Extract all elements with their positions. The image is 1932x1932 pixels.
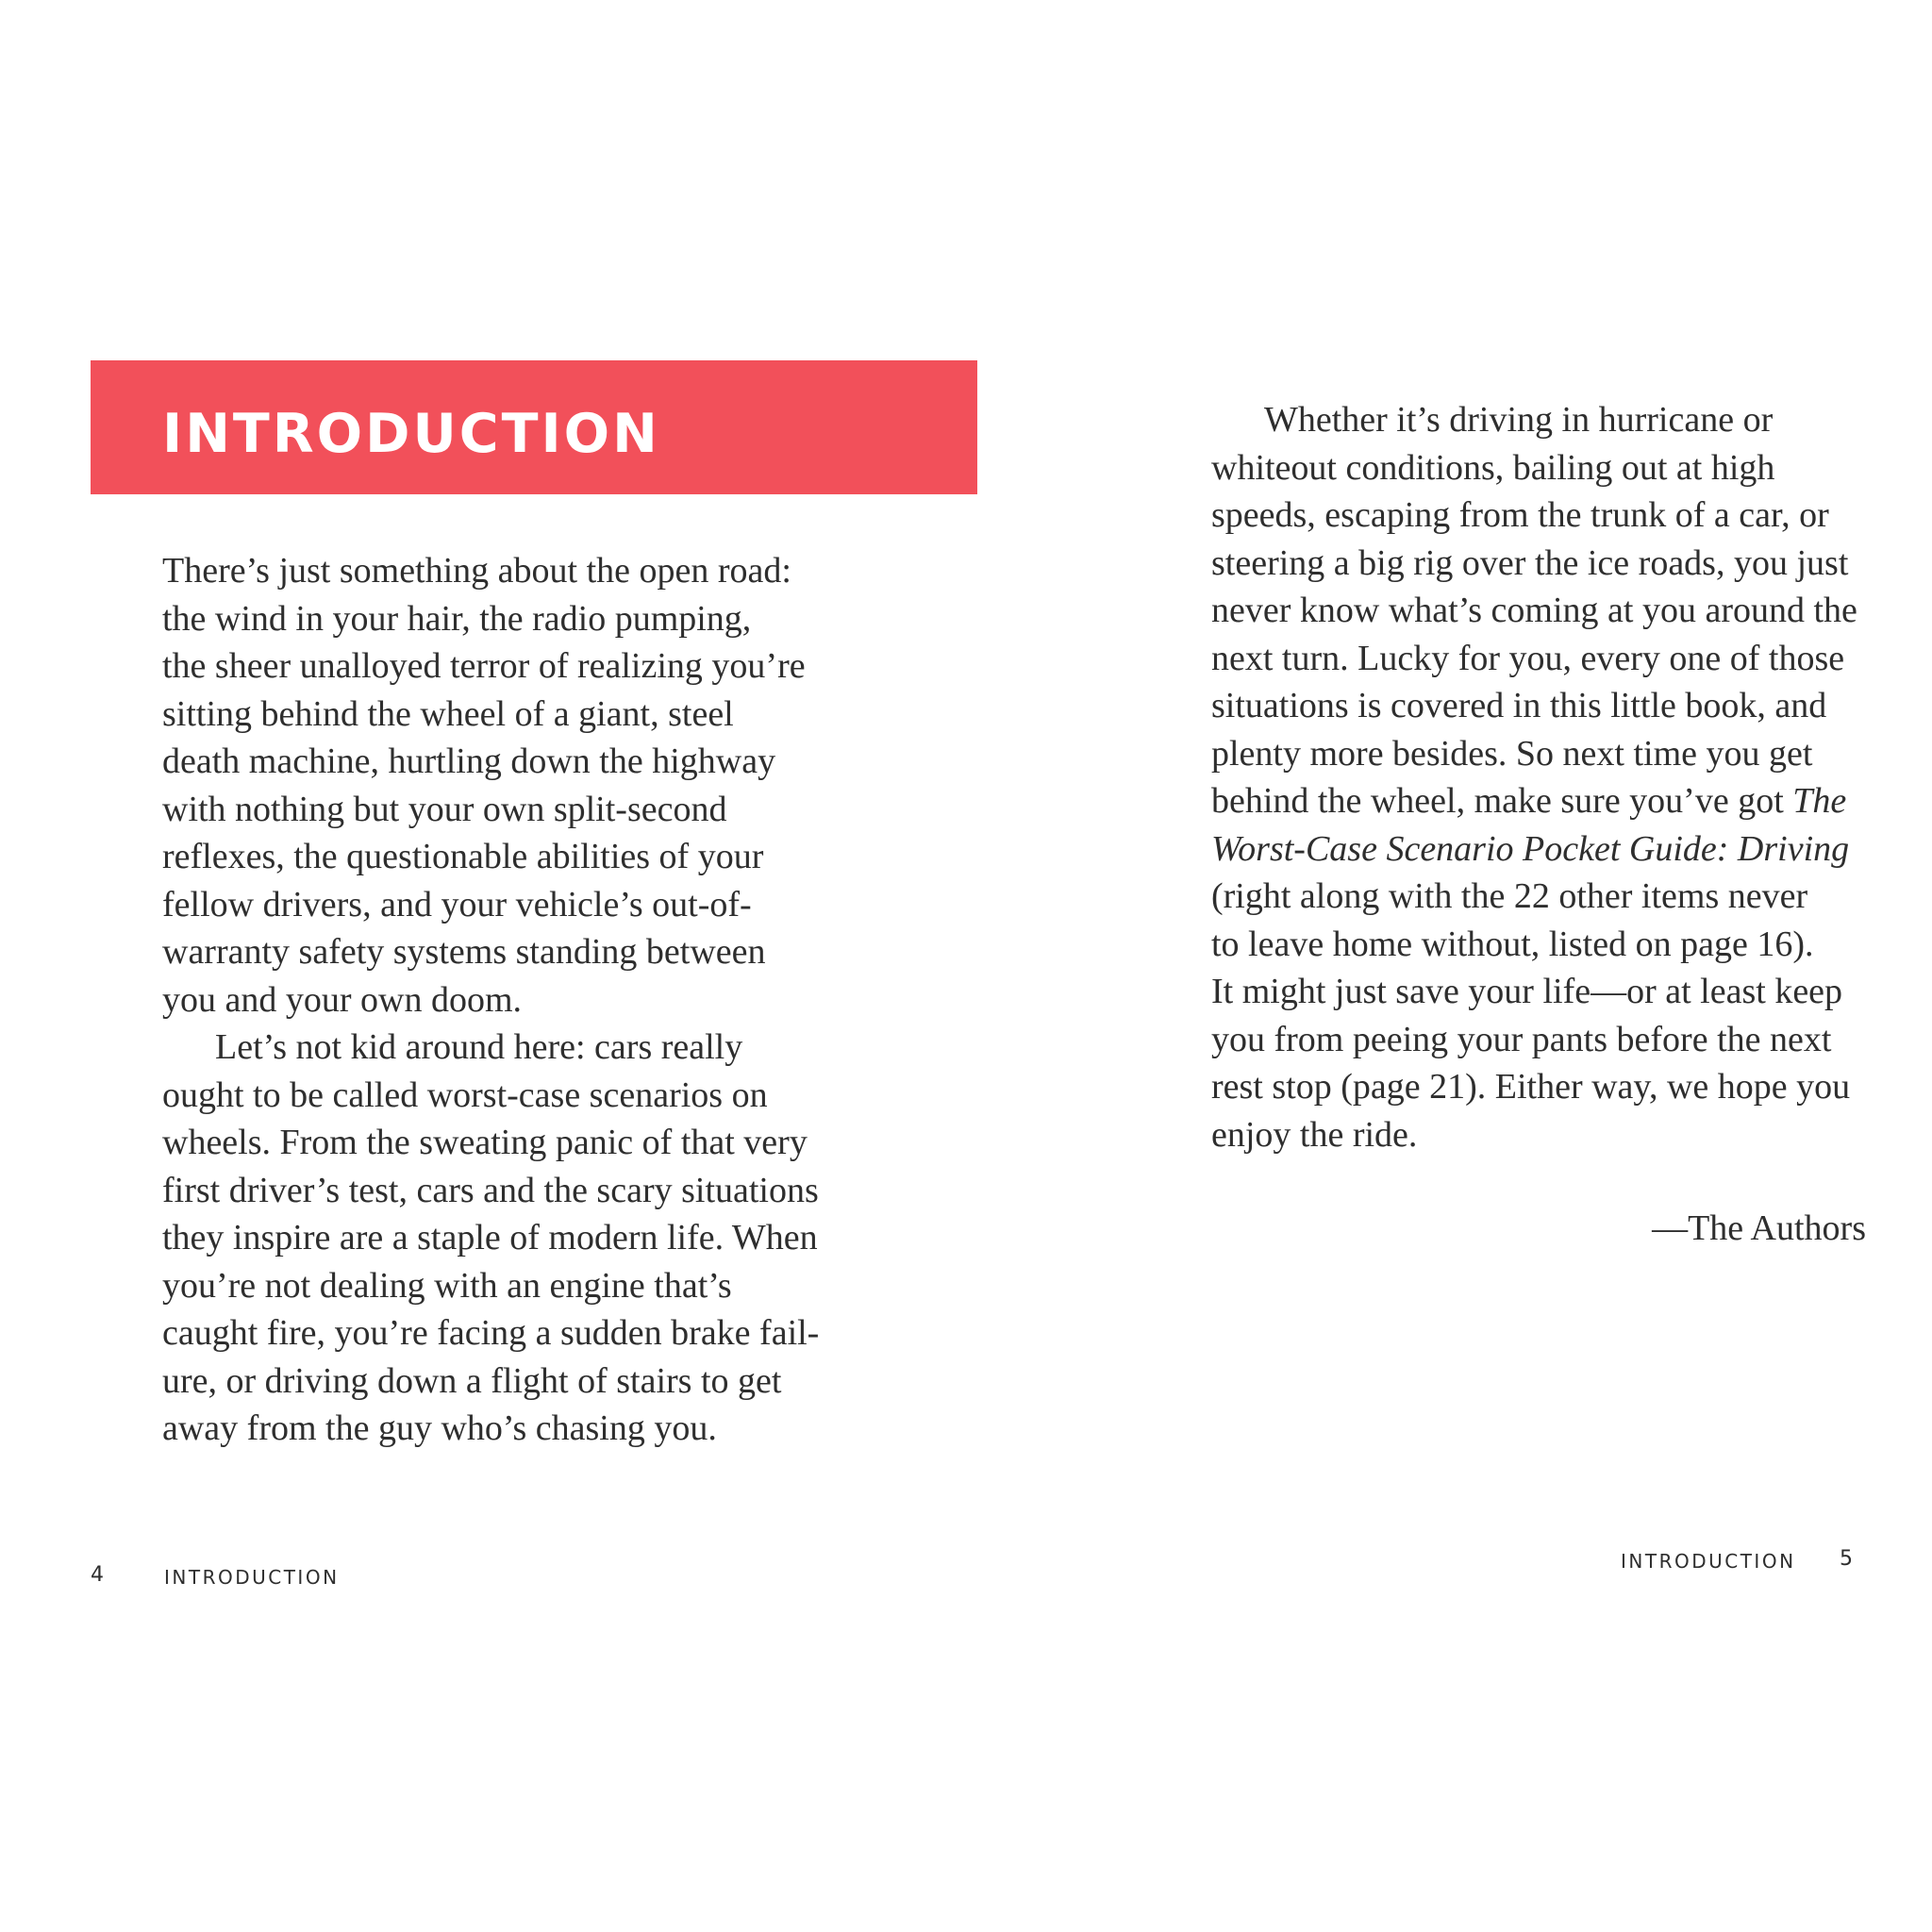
- text-line: warranty safety systems standing between: [162, 932, 766, 972]
- right-running-head: INTRODUCTION: [1621, 1550, 1796, 1573]
- text-line: the sheer unalloyed terror of realizing you’re: [162, 646, 806, 686]
- text-line: next turn. Lucky for you, every one of those: [1211, 638, 1845, 678]
- text-line: you’re not dealing with an engine that’s: [162, 1265, 732, 1306]
- text-line: with nothing but your own split-second: [162, 789, 727, 829]
- text-line: fellow drivers, and your vehicle’s out-of-: [162, 884, 752, 924]
- text-line: the wind in your hair, the radio pumping,: [162, 598, 752, 639]
- text-line: first driver’s test, cars and the scary situations: [162, 1170, 819, 1210]
- text-fragment: behind the wheel, make sure you’ve got: [1211, 781, 1793, 821]
- left-running-head: INTRODUCTION: [164, 1566, 340, 1589]
- text-line: It might just save your life—or at least keep: [1211, 972, 1843, 1011]
- paragraph-3: [1211, 396, 1890, 1158]
- text-line: rest stop (page 21). Either way, we hope you: [1211, 1067, 1851, 1107]
- text-line: caught fire, you’re facing a sudden brake fail-: [162, 1313, 820, 1353]
- left-page-number: 4: [91, 1563, 104, 1587]
- text-line: Whether it’s driving in hurricane or: [1264, 400, 1774, 440]
- text-line: ure, or driving down a flight of stairs to get: [162, 1360, 782, 1401]
- author-signature: —The Authors: [1652, 1208, 1866, 1248]
- text-line: enjoy the ride.: [1211, 1114, 1418, 1155]
- text-line: speeds, escaping from the trunk of a car, or: [1211, 495, 1829, 535]
- text-line: whiteout conditions, bailing out at high: [1211, 447, 1775, 488]
- text-line: There’s just something about the open road:: [162, 551, 791, 591]
- text-line: ought to be called worst-case scenarios on: [162, 1074, 768, 1115]
- text-line: never know what’s coming at you around the: [1211, 591, 1857, 630]
- book-title-fragment: The: [1792, 781, 1847, 821]
- text-line: sitting behind the wheel of a giant, steel: [162, 693, 734, 734]
- paragraph-1: [162, 547, 841, 1024]
- text-line: wheels. From the sweating panic of that very: [162, 1123, 808, 1162]
- text-line: (right along with the 22 other items never: [1211, 876, 1808, 916]
- left-page-body: [162, 547, 841, 1453]
- text-line: steering a big rig over the ice roads, you just: [1211, 542, 1849, 583]
- chapter-banner: [91, 360, 977, 494]
- text-line: situations is covered in this little book, and: [1211, 686, 1827, 725]
- text-line: plenty more besides. So next time you get: [1211, 733, 1813, 774]
- chapter-title: INTRODUCTION: [162, 403, 660, 465]
- text-line: to leave home without, listed on page 16).: [1211, 924, 1814, 964]
- text-line: Let’s not kid around here: cars really: [215, 1027, 743, 1067]
- text-line: reflexes, the questionable abilities of your: [162, 837, 764, 876]
- book-title-fragment: Worst-Case Scenario Pocket Guide: Driving: [1211, 828, 1850, 869]
- text-line: you from peeing your pants before the next: [1211, 1019, 1832, 1059]
- text-line: death machine, hurtling down the highway: [162, 741, 776, 781]
- text-line: [1211, 777, 1890, 825]
- right-page-body: [1211, 396, 1890, 1158]
- paragraph-2: [162, 1024, 841, 1453]
- text-line: away from the guy who’s chasing you.: [162, 1408, 717, 1448]
- text-line: they inspire are a staple of modern life. When: [162, 1218, 818, 1257]
- text-line: you and your own doom.: [162, 979, 523, 1020]
- right-page-number: 5: [1840, 1547, 1853, 1571]
